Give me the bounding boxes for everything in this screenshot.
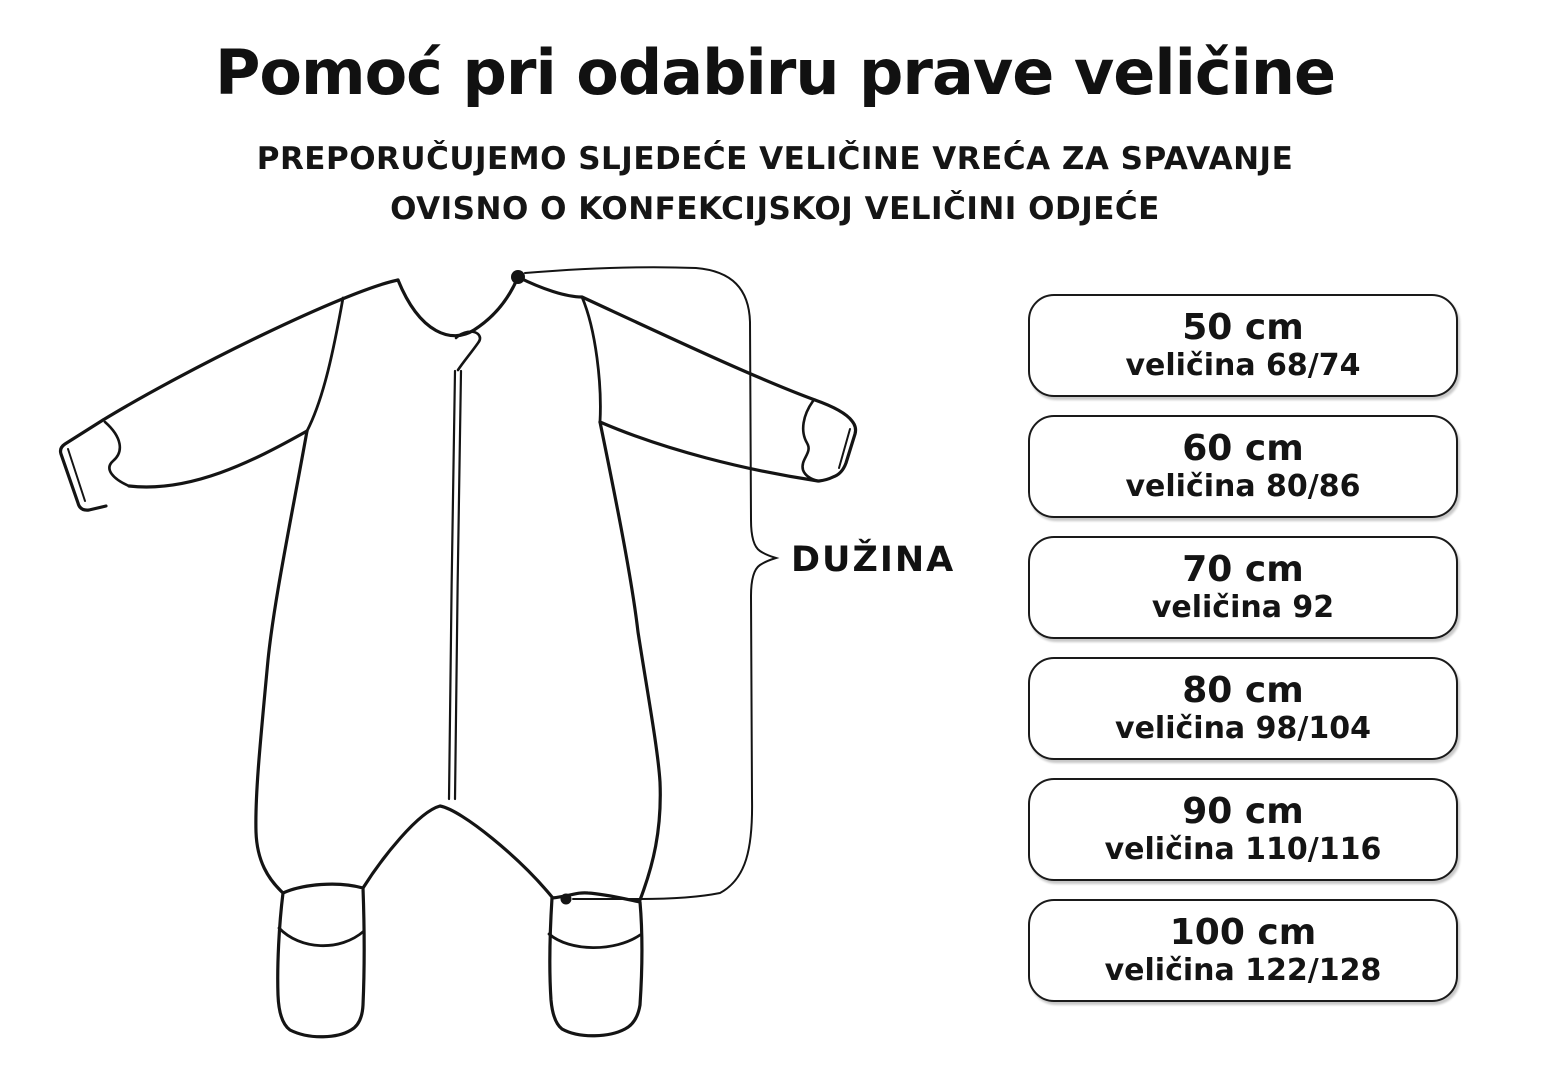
- neck-measure-dot: [511, 270, 525, 284]
- bag-length: 60 cm: [1182, 428, 1304, 469]
- clothing-size: veličina 92: [1151, 590, 1335, 625]
- bag-length: 50 cm: [1182, 307, 1304, 348]
- body-left-side: [256, 431, 307, 893]
- zipper-line-left: [449, 371, 455, 799]
- subtitle-line-1: PREPORUČUJEMO SLJEDEĆE VELIČINE VREĆA ZA SPAVANJE: [256, 141, 1294, 177]
- neckline: [398, 277, 518, 336]
- right-cuff-opening-line: [839, 429, 850, 468]
- length-brace: [525, 267, 776, 899]
- clothing-size: veličina 68/74: [1125, 348, 1361, 383]
- left-wrist-gather: [105, 422, 129, 486]
- measurement-marks: [511, 267, 776, 904]
- garment-outline: [61, 277, 856, 1037]
- clothing-size: veličina 122/128: [1104, 953, 1382, 988]
- clothing-size: veličina 110/116: [1104, 832, 1382, 867]
- crotch-arch: [363, 806, 552, 897]
- left-foot: [278, 884, 364, 1037]
- bag-length: 100 cm: [1169, 912, 1317, 953]
- body-right-side: [600, 422, 660, 900]
- right-armhole-seam: [582, 297, 600, 422]
- left-ankle-band: [279, 928, 364, 946]
- size-box-50cm: [1028, 294, 1458, 397]
- right-cuff: [815, 400, 856, 481]
- bag-length: 80 cm: [1182, 670, 1304, 711]
- bag-length: 90 cm: [1182, 791, 1304, 832]
- size-box-60cm: [1028, 415, 1458, 518]
- right-ankle-band: [549, 934, 640, 948]
- clothing-size: veličina 80/86: [1125, 469, 1361, 504]
- size-recommendation-list: [1028, 294, 1458, 1020]
- zipper-flap: [456, 332, 480, 370]
- left-armhole-seam: [307, 298, 343, 431]
- length-measurement-label: DUŽINA: [791, 540, 956, 580]
- size-box-90cm: [1028, 778, 1458, 881]
- size-box-70cm: [1028, 536, 1458, 639]
- left-cuff-opening-line: [68, 449, 85, 501]
- page-title: Pomoć pri odabiru prave veličine: [214, 36, 1336, 109]
- size-box-80cm: [1028, 657, 1458, 760]
- size-box-100cm: [1028, 899, 1458, 1002]
- right-sleeve-top-edge: [518, 277, 815, 400]
- left-sleeve-top-edge: [103, 280, 398, 420]
- zipper-line-right: [455, 371, 461, 799]
- clothing-size: veličina 98/104: [1115, 711, 1371, 746]
- right-wrist-gather: [803, 401, 818, 481]
- bag-length: 70 cm: [1182, 549, 1304, 590]
- foot-measure-dot: [561, 894, 572, 905]
- right-sleeve-bottom-edge: [600, 422, 818, 481]
- subtitle-line-2: OVISNO O KONFEKCIJSKOJ VELIČINI ODJEĆE: [390, 191, 1160, 227]
- right-foot: [550, 893, 642, 1036]
- left-sleeve-bottom-edge: [129, 431, 307, 487]
